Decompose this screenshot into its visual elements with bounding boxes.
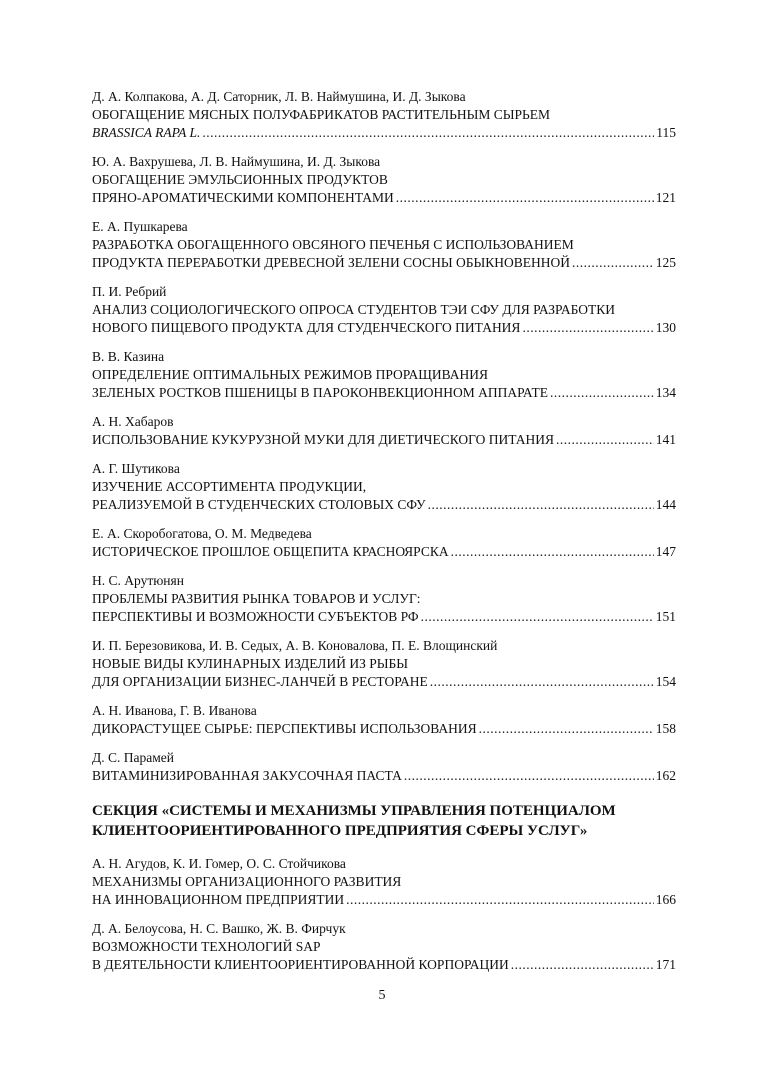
toc-entry [92, 637, 676, 691]
entry-page-number: 125 [655, 255, 676, 270]
entry-page-number: 158 [655, 721, 676, 736]
entry-title-text: ДИКОРАСТУЩЕЕ СЫРЬЕ: ПЕРСПЕКТИВЫ ИСПОЛЬЗОВАНИЯ [92, 721, 477, 736]
section-heading-line: КЛИЕНТООРИЕНТИРОВАННОГО ПРЕДПРИЯТИЯ СФЕРЫ УСЛУГ» [92, 823, 588, 839]
dot-leader [404, 767, 654, 785]
dot-leader [346, 891, 654, 909]
entry-title-line: ОБОГАЩЕНИЕ МЯСНЫХ ПОЛУФАБРИКАТОВ РАСТИТЕЛЬНЫМ СЫРЬЕМ [92, 107, 551, 122]
entry-title-last-line [92, 189, 676, 207]
dot-leader [556, 431, 654, 449]
toc-entries-after [92, 855, 676, 974]
entry-authors: Ю. А. Вахрушева, Л. В. Наймушина, И. Д. Зыкова [92, 154, 381, 169]
entry-title-text: ПРОДУКТА ПЕРЕРАБОТКИ ДРЕВЕСНОЙ ЗЕЛЕНИ СОСНЫ ОБЫКНОВЕННОЙ [92, 255, 570, 270]
entry-title-last-line [92, 720, 676, 738]
entry-title-last-line [92, 254, 676, 272]
entry-title-text: ИСПОЛЬЗОВАНИЕ КУКУРУЗНОЙ МУКИ ДЛЯ ДИЕТИЧЕСКОГО ПИТАНИЯ [92, 432, 555, 447]
entry-title-text: ПРЯНО-АРОМАТИЧЕСКИМИ КОМПОНЕНТАМИ [92, 190, 394, 205]
entry-title-last-line [92, 496, 676, 514]
entry-authors: А. Н. Иванова, Г. В. Иванова [92, 703, 257, 718]
dot-leader [572, 254, 654, 272]
entry-title-last-line [92, 608, 676, 626]
entry-title-text: РЕАЛИЗУЕМОЙ В СТУДЕНЧЕСКИХ СТОЛОВЫХ СФУ [92, 497, 426, 512]
toc-entry [92, 348, 676, 402]
entry-title-text: ЗЕЛЕНЫХ РОСТКОВ ПШЕНИЦЫ В ПАРОКОНВЕКЦИОННОМ АППАРАТЕ [92, 385, 548, 400]
entry-title-text: BRASSICA RAPA L. [92, 125, 201, 140]
toc-entry [92, 413, 676, 449]
entry-page-number: 121 [655, 190, 676, 205]
entry-authors: Н. С. Арутюнян [92, 573, 184, 588]
entry-title-last-line [92, 431, 676, 449]
entry-title-line: РАЗРАБОТКА ОБОГАЩЕННОГО ОВСЯНОГО ПЕЧЕНЬЯ С ИСПОЛЬЗОВАНИЕМ [92, 237, 574, 252]
entry-title-line: ИЗУЧЕНИЕ АССОРТИМЕНТА ПРОДУКЦИИ, [92, 479, 367, 494]
entry-page-number: 162 [655, 768, 676, 783]
dot-leader [202, 124, 654, 142]
toc-entry [92, 749, 676, 785]
entry-authors: А. Н. Агудов, К. И. Гомер, О. С. Стойчикова [92, 856, 346, 871]
toc-entry [92, 460, 676, 514]
entry-title-line: АНАЛИЗ СОЦИОЛОГИЧЕСКОГО ОПРОСА СТУДЕНТОВ ТЭИ СФУ ДЛЯ РАЗРАБОТКИ [92, 302, 615, 317]
entry-authors: Д. А. Белоусова, Н. С. Вашко, Ж. В. Фирчук [92, 921, 346, 936]
toc-entry [92, 283, 676, 337]
entry-page-number: 141 [655, 432, 676, 447]
toc-entry [92, 702, 676, 738]
entry-title-last-line [92, 891, 676, 909]
entry-authors: Е. А. Скоробогатова, О. М. Медведева [92, 526, 312, 541]
entry-page-number: 134 [655, 385, 676, 400]
toc-entry [92, 88, 676, 142]
dot-leader [430, 673, 654, 691]
entry-authors: В. В. Казина [92, 349, 165, 364]
entry-authors: А. Г. Шутикова [92, 461, 180, 476]
dot-leader [479, 720, 654, 738]
dot-leader [511, 956, 654, 974]
entry-page-number: 151 [655, 609, 676, 624]
dot-leader [428, 496, 654, 514]
section-heading-line: СЕКЦИЯ «СИСТЕМЫ И МЕХАНИЗМЫ УПРАВЛЕНИЯ ПОТЕНЦИАЛОМ [92, 803, 616, 819]
entry-title-last-line [92, 673, 676, 691]
entry-authors: А. Н. Хабаров [92, 414, 174, 429]
entry-page-number: 166 [655, 892, 676, 907]
dot-leader [421, 608, 654, 626]
entry-title-last-line [92, 319, 676, 337]
dot-leader [522, 319, 653, 337]
page-number: 5 [378, 988, 386, 1003]
entry-title-line: ПРОБЛЕМЫ РАЗВИТИЯ РЫНКА ТОВАРОВ И УСЛУГ: [92, 591, 421, 606]
entry-authors: Д. С. Парамей [92, 750, 174, 765]
section-heading [92, 801, 676, 841]
dot-leader [396, 189, 654, 207]
entry-title-line: ОБОГАЩЕНИЕ ЭМУЛЬСИОННЫХ ПРОДУКТОВ [92, 172, 388, 187]
entry-title-text: ПЕРСПЕКТИВЫ И ВОЗМОЖНОСТИ СУБЪЕКТОВ РФ [92, 609, 419, 624]
entry-page-number: 130 [655, 320, 676, 335]
entry-title-line: ВОЗМОЖНОСТИ ТЕХНОЛОГИЙ SAP [92, 939, 321, 954]
dot-leader [451, 543, 654, 561]
toc-entry [92, 525, 676, 561]
entry-title-text: НА ИННОВАЦИОННОМ ПРЕДПРИЯТИИ [92, 892, 345, 907]
toc-entry [92, 855, 676, 909]
entry-title-last-line [92, 956, 676, 974]
entry-authors: Д. А. Колпакова, А. Д. Саторник, Л. В. Наймушина, И. Д. Зыкова [92, 89, 466, 104]
entry-title-line: НОВЫЕ ВИДЫ КУЛИНАРНЫХ ИЗДЕЛИЙ ИЗ РЫБЫ [92, 656, 409, 671]
entry-title-line: ОПРЕДЕЛЕНИЕ ОПТИМАЛЬНЫХ РЕЖИМОВ ПРОРАЩИВАНИЯ [92, 367, 489, 382]
entry-title-text: ДЛЯ ОРГАНИЗАЦИИ БИЗНЕС-ЛАНЧЕЙ В РЕСТОРАНЕ [92, 674, 428, 689]
entry-title-last-line [92, 543, 676, 561]
entry-page-number: 115 [656, 125, 676, 140]
entry-page-number: 171 [655, 957, 676, 972]
entry-title-text: НОВОГО ПИЩЕВОГО ПРОДУКТА ДЛЯ СТУДЕНЧЕСКОГО ПИТАНИЯ [92, 320, 521, 335]
toc-entry [92, 153, 676, 207]
entry-page-number: 144 [655, 497, 676, 512]
entry-authors: Е. А. Пушкарева [92, 219, 188, 234]
entry-title-text: В ДЕЯТЕЛЬНОСТИ КЛИЕНТООРИЕНТИРОВАННОЙ КОРПОРАЦИИ [92, 957, 509, 972]
toc-entry [92, 920, 676, 974]
entry-title-last-line [92, 384, 676, 402]
entry-title-line: МЕХАНИЗМЫ ОРГАНИЗАЦИОННОГО РАЗВИТИЯ [92, 874, 402, 889]
entry-title-text: ВИТАМИНИЗИРОВАННАЯ ЗАКУСОЧНАЯ ПАСТА [92, 768, 402, 783]
table-of-contents [92, 88, 676, 985]
entry-authors: П. И. Ребрий [92, 284, 167, 299]
entry-page-number: 154 [655, 674, 676, 689]
toc-entry [92, 218, 676, 272]
entry-title-last-line [92, 767, 676, 785]
toc-entries-before [92, 88, 676, 785]
entry-title-text: ИСТОРИЧЕСКОЕ ПРОШЛОЕ ОБЩЕПИТА КРАСНОЯРСКА [92, 544, 449, 559]
dot-leader [550, 384, 654, 402]
entry-authors: И. П. Березовикова, И. В. Седых, А. В. Коновалова, П. Е. Влощинский [92, 638, 498, 653]
entry-page-number: 147 [655, 544, 676, 559]
entry-title-last-line [92, 124, 676, 142]
toc-entry [92, 572, 676, 626]
